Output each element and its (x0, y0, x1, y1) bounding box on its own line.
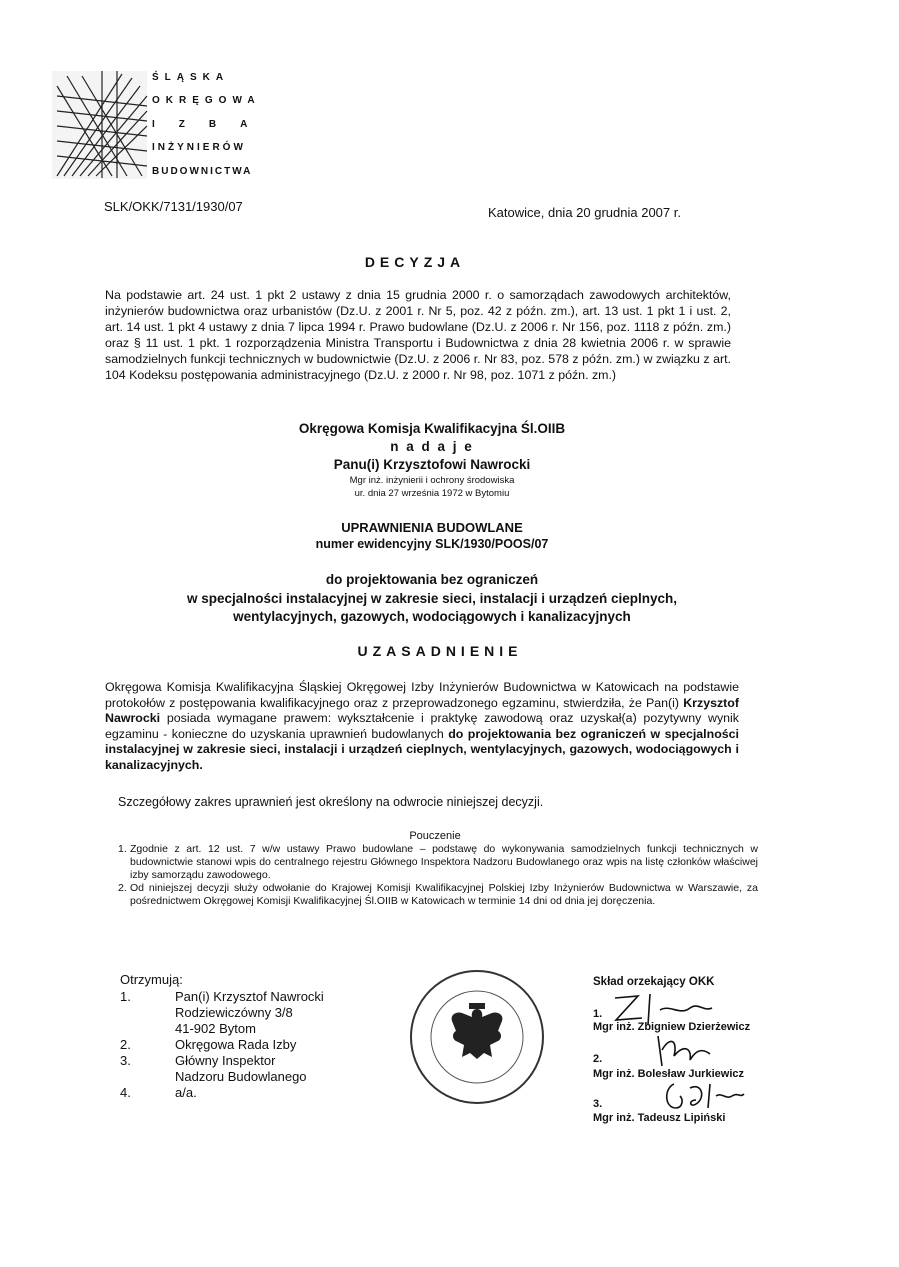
scope-line-1: do projektowania bez ograniczeń (325, 572, 539, 587)
org-line-2: OKRĘGOWA (152, 95, 261, 106)
signature-3 (660, 1078, 750, 1118)
place-date: Katowice, dnia 20 grudnia 2007 r. (488, 205, 681, 220)
instructions-list (118, 843, 758, 908)
recipient-text: Główny Inspektor (175, 1053, 276, 1068)
committee-member-2-number: 2. (593, 1053, 603, 1065)
recipient-num: 4. (120, 1085, 131, 1100)
committee-member-1-name: Mgr inż. Zbigniew Dzierżewicz (593, 1021, 751, 1033)
recipient-text: Nadzoru Budowlanego (175, 1069, 307, 1084)
recipient-row (120, 1053, 276, 1069)
document-title: DECYZJA (364, 254, 466, 270)
eagle-seal-icon (407, 967, 547, 1107)
recipients-list (120, 972, 324, 1101)
signature-2 (650, 1030, 720, 1070)
org-line-4: INŻYNIERÓW (152, 142, 246, 153)
recipient-num: 2. (120, 1037, 131, 1052)
recipient-row (120, 1085, 197, 1101)
recipient-row (120, 1069, 307, 1085)
org-line-1: ŚLĄSKA (152, 72, 230, 83)
instruction-item (118, 882, 758, 908)
recipient-row (120, 1021, 256, 1037)
instruction-text: Od niniejszej decyzji służy odwołanie do Krajowej Komisji Kwalifikacyjnej Polskiej Izby Inżynierów Budownictwa w Warszawie, za pośrednictwem Okręgowej Komisji Kwalifikacyjnej Śl.OIIB w Katowicach w terminie 14 dni od dnia jej doręczenia. (130, 882, 758, 907)
recipient-text: Pan(i) Krzysztof Nawrocki (175, 989, 324, 1004)
org-logo (52, 66, 272, 186)
instruction-number: 2. (118, 882, 127, 894)
org-line-5: BUDOWNICTWA (152, 166, 253, 177)
recipient-num: 1. (120, 989, 131, 1004)
instructions-title: Pouczenie (409, 830, 461, 842)
reference-number: SLK/OKK/7131/1930/07 (104, 199, 243, 214)
recipient-row (120, 1037, 297, 1053)
signature-1 (610, 990, 720, 1030)
recipient-row (120, 989, 324, 1005)
committee-member-3-number: 3. (593, 1098, 603, 1110)
justification-paragraph (105, 680, 739, 773)
permit-number: numer ewidencyjny SLK/1930/POOS/07 (315, 537, 549, 551)
instruction-item (118, 843, 758, 882)
justification-text-2: posiada wymagane prawem: wykształcenie i praktykę zawodową oraz uzyskał(a) pozytywny wynik egzaminu - konieczne do uzyskania uprawnień budowlanych (105, 711, 740, 741)
permit-heading: UPRAWNIENIA BUDOWLANE (341, 520, 523, 535)
grant-verb: n a d a j e (390, 439, 474, 454)
recipient-num: 3. (120, 1053, 131, 1068)
recipient-text: 41-902 Bytom (175, 1021, 256, 1036)
justification-name: Krzysztof Nawrocki (105, 695, 739, 725)
instruction-text: Zgodnie z art. 12 ust. 7 w/w ustawy Prawo budowlane – podstawę do wykonywania samodzielnych funkcji technicznych w budownictwie stanowi wpis do centralnego rejestru Głównego Inspektora Nadzoru Budowlanego oraz wpis na listę członków właściwej izby samorządu zawodowego. (130, 843, 758, 881)
recipient-text: Rodziewiczówny 3/8 (175, 1005, 293, 1020)
legal-basis: Na podstawie art. 24 ust. 1 pkt 2 ustawy z dnia 15 grudnia 2000 r. o samorządach zawodowych architektów, inżynierów budownictwa oraz urbanistów (Dz.U. z 2001 r. Nr 5, poz. 42 z późn. zm.), art. 13 ust. 1 pkt 1 i ust. 2, art. 14 ust. 1 pkt 4 ustawy z dnia 7 lipca 1994 r. Prawo budowlane (Dz.U. z 2006 r. Nr 156, poz. 1118 z późn. zm.) oraz § 11 ust. 1 pkt. 1 rozporządzenia Ministra Transportu i Budownictwa z dnia 28 kwietnia 2006 r. w sprawie samodzielnych funkcji technicznych w budownictwie (Dz.U. z 2006 r. Nr 83, poz. 578 z późn. zm.) w związku z art. 104 Kodeksu postępowania administracyjnego (Dz.U. z 2000 r. Nr 98, poz. 1071 z późn. zm.) (105, 288, 731, 382)
details-note: Szczegółowy zakres uprawnień jest określony na odwrocie niniejszej decyzji. (118, 795, 544, 809)
commission-name: Okręgowa Komisja Kwalifikacyjna Śl.OIIB (298, 421, 566, 436)
justification-heading: UZASADNIENIE (357, 643, 523, 659)
instruction-number: 1. (118, 843, 127, 855)
committee-member-3-name: Mgr inż. Tadeusz Lipiński (593, 1112, 726, 1124)
recipient-row (120, 1005, 293, 1021)
scope-line-3: wentylacyjnych, gazowych, wodociągowych i kanalizacyjnych (233, 609, 631, 624)
recipient-name: Panu(i) Krzysztofowi Nawrocki (333, 457, 531, 472)
recipient-title: Mgr inż. inżynierii i ochrony środowiska (349, 475, 515, 486)
committee-heading: Skład orzekający OKK (593, 976, 715, 988)
recipients-heading: Otrzymują: (120, 972, 183, 987)
justification-scope: do projektowania bez ograniczeń w specjalności instalacyjnej w zakresie sieci, instalacji i urządzeń cieplnych, wentylacyjnych, gazowych, wodociągowych i kanalizacyjnych. (105, 726, 739, 772)
official-seal (407, 967, 547, 1107)
logo-lines-icon (52, 66, 152, 186)
scope-line-2: w specjalności instalacyjnej w zakresie sieci, instalacji i urządzeń cieplnych, (187, 591, 677, 606)
recipient-birth: ur. dnia 27 września 1972 w Bytomiu (354, 488, 510, 499)
committee-member-2-name: Mgr inż. Bolesław Jurkiewicz (593, 1068, 744, 1080)
committee-member-1-number: 1. (593, 1008, 603, 1020)
recipient-text: Okręgowa Rada Izby (175, 1037, 297, 1052)
recipient-text: a/a. (175, 1085, 197, 1100)
org-line-3: IZBA (152, 119, 272, 130)
justification-text-1: Okręgowa Komisja Kwalifikacyjna Śląskiej Okręgowej Izby Inżynierów Budownictwa w Katowicach na podstawie protokołów z postępowania kwalifikacyjnego oraz z przeprowadzonego egzaminu, stwierdziła, że Pan(i) (105, 680, 739, 710)
